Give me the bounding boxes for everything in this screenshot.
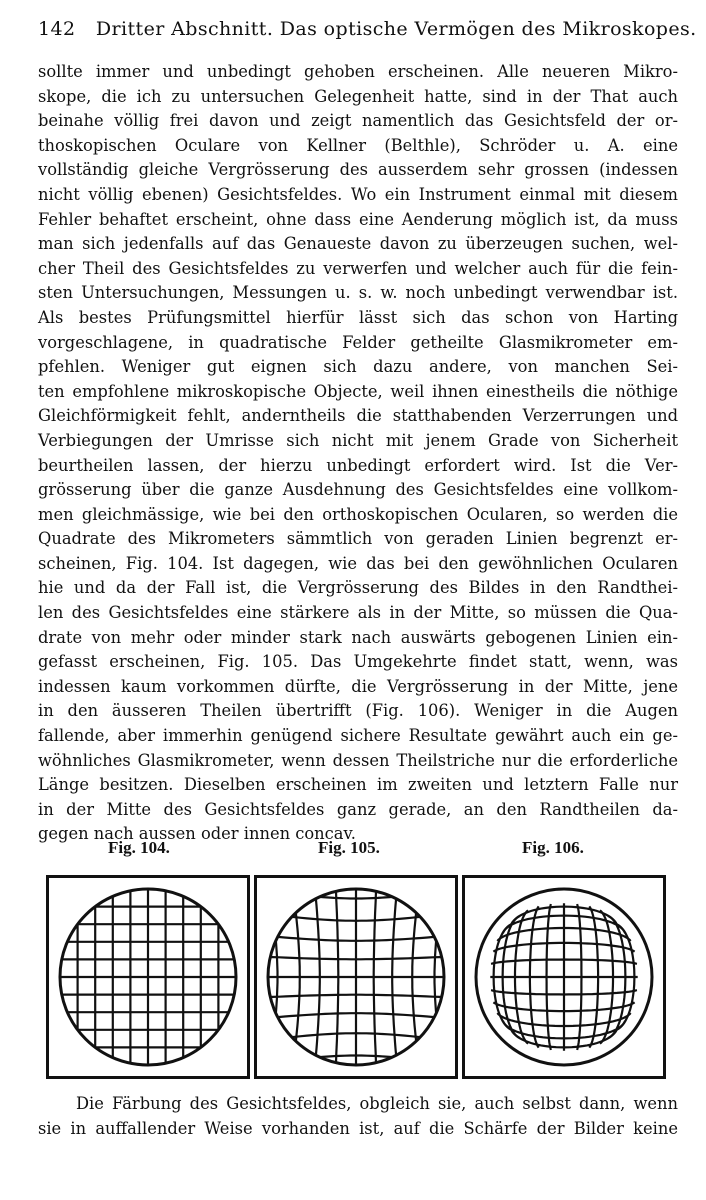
fig-106-caption: Fig. 106.: [522, 838, 584, 857]
fig-106-grid-drawing: [462, 875, 666, 1079]
text-line: thoskopischen Oculare von Kellner (Belthle), Schröder u. A. eine: [38, 135, 678, 155]
text-line: man sich jedenfalls auf das Genaueste davon zu überzeugen suchen, wel-: [38, 234, 678, 254]
fig-105-caption: Fig. 105.: [318, 838, 380, 857]
text-line: drate von mehr oder minder stark nach auswärts gebogenen Linien ein-: [38, 627, 678, 647]
text-line: Quadrate des Mikrometers sämmtlich von geraden Linien begrenzt er-: [38, 529, 678, 549]
text-line: Gleichförmigkeit fehlt, anderntheils die statthabenden Verzerrungen und: [38, 406, 678, 426]
fig-104-grid-drawing: [46, 875, 250, 1079]
fig-106-figure: [462, 875, 666, 1079]
text-line: in den äusseren Theilen übertrifft (Fig. 106). Weniger in die Augen: [38, 701, 678, 721]
running-title: Dritter Abschnitt. Das optische Vermögen des Mikroskopes.: [95, 18, 697, 40]
text-line: len des Gesichtsfeldes eine stärkere als in der Mitte, so müssen die Qua-: [38, 603, 678, 623]
fig-104-figure: [46, 875, 250, 1079]
paragraph-2: [38, 1092, 678, 1141]
fig-105-grid-drawing: [254, 875, 458, 1079]
text-line: Als bestes Prüfungsmittel hierfür lässt sich das schon von Harting: [38, 307, 678, 327]
text-line: men gleichmässige, wie bei den orthoskopischen Ocularen, so werden die: [38, 504, 678, 524]
text-line: wöhnliches Glasmikrometer, wenn dessen Theilstriche nur die erforderliche: [38, 750, 678, 770]
text-line: Länge besitzen. Dieselben erscheinen im zweiten und letztern Falle nur: [38, 775, 678, 795]
text-line: sten Untersuchungen, Messungen u. s. w. noch unbedingt verwendbar ist.: [38, 283, 678, 303]
running-header: [38, 18, 697, 40]
page-number: 142: [38, 18, 76, 40]
grid-lines: [490, 903, 637, 1050]
text-line: hie und da der Fall ist, die Vergrösserung des Bildes in den Randthei-: [38, 578, 678, 598]
text-line: grösserung über die ganze Ausdehnung des Gesichtsfeldes eine vollkom-: [38, 480, 678, 500]
text-line: pfehlen. Weniger gut eignen sich dazu andere, von manchen Sei-: [38, 357, 678, 377]
text-line: Die Färbung des Gesichtsfeldes, obgleich sie, auch selbst dann, wenn: [76, 1094, 678, 1113]
text-line: gegen nach aussen oder innen concav.: [38, 824, 356, 844]
fig-104-caption: Fig. 104.: [108, 838, 170, 857]
text-line: Fehler behaftet erscheint, ohne dass eine Aenderung möglich ist, da muss: [38, 209, 678, 229]
paragraph-1: [38, 60, 678, 847]
grid-lines: [50, 879, 246, 1075]
text-line: fallende, aber immerhin genügend sichere Resultate gewährt auch ein ge-: [38, 726, 678, 746]
text-line: cher Theil des Gesichtsfeldes zu verwerfen und welcher auch für die fein-: [38, 258, 678, 278]
text-line: Verbiegungen der Umrisse sich nicht mit jenem Grade von Sicherheit: [38, 430, 678, 450]
text-line: sie in auffallender Weise vorhanden ist, auf die Schärfe der Bilder keine: [38, 1118, 678, 1138]
fig-105-figure: [254, 875, 458, 1079]
grid-lines: [254, 875, 458, 1079]
text-line: vorgeschlagene, in quadratische Felder getheilte Glasmikrometer em-: [38, 332, 678, 352]
text-line: sollte immer und unbedingt gehoben erscheinen. Alle neueren Mikro-: [38, 62, 678, 81]
text-line: vollständig gleiche Vergrösserung des ausserdem sehr grossen (indessen: [38, 160, 678, 180]
text-line: gefasst erscheinen, Fig. 105. Das Umgekehrte findet statt, wenn, was: [38, 652, 678, 672]
text-line: beurtheilen lassen, der hierzu unbedingt erfordert wird. Ist die Ver-: [38, 455, 678, 475]
text-line: ten empfohlene mikroskopische Objecte, weil ihnen einestheils die nöthige: [38, 381, 678, 401]
text-line: nicht völlig ebenen) Gesichtsfeldes. Wo ein Instrument einmal mit diesem: [38, 184, 678, 204]
text-line: beinahe völlig frei davon und zeigt namentlich das Gesichtsfeld der or-: [38, 111, 678, 131]
text-line: skope, die ich zu untersuchen Gelegenheit hatte, sind in der That auch: [38, 86, 678, 106]
text-line: scheinen, Fig. 104. Ist dagegen, wie das bei den gewöhnlichen Ocularen: [38, 553, 678, 573]
text-line: indessen kaum vorkommen dürfte, die Vergrösserung in der Mitte, jene: [38, 676, 678, 696]
text-line: in der Mitte des Gesichtsfeldes ganz gerade, an den Randtheilen da-: [38, 799, 678, 819]
